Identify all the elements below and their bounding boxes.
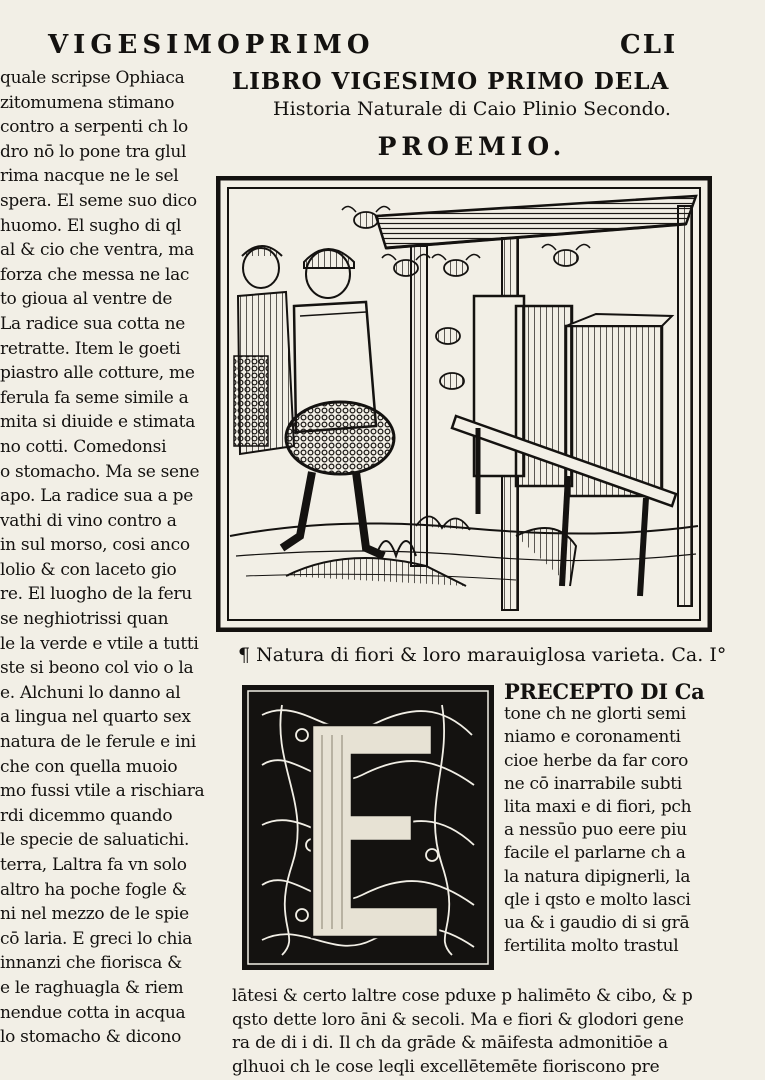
- text-line: contro a serpenti ch lo: [0, 117, 188, 138]
- text-line: ua & i gaudio di si grā: [504, 912, 690, 933]
- text-line: re. El luogho de la feru: [0, 584, 192, 605]
- book-subtitle: Historia Naturale di Caio Plinio Secondo.: [273, 98, 671, 120]
- text-line: ferula fa seme simile a: [0, 387, 189, 408]
- text-line: le la verde e vtile a tutti: [0, 633, 199, 654]
- text-line: terra, Laltra fa vn solo: [0, 855, 187, 875]
- text-line: nendue cotta in acqua: [0, 1002, 186, 1023]
- text-line: ra de di i di. Il ch da grāde & māifesta admonitiōe a: [232, 1033, 668, 1053]
- text-line: vathi di vino contro a: [0, 510, 177, 531]
- text-line: a lingua nel quarto sex: [0, 707, 191, 728]
- text-line: ste si beono col vio o la: [0, 658, 194, 679]
- proemio-heading: PROEMIO.: [377, 132, 567, 161]
- text-line: glhuoi ch le cose leqli excellētemēte fioriscono pre: [232, 1056, 660, 1077]
- text-line: cioe herbe da far coro: [504, 750, 689, 771]
- folio-number: CLI: [620, 30, 678, 60]
- text-line: mita si diuide e stimata: [0, 412, 196, 433]
- text-line: zitomumena stimano: [0, 92, 175, 113]
- text-line: e. Alchuni lo danno al: [0, 682, 181, 703]
- right-column-text: [504, 680, 716, 958]
- text-line: fertilita molto trastul: [504, 936, 679, 957]
- text-line: lolio & con laceto gio: [0, 559, 177, 580]
- text-line: mo fussi vtile a rischiara: [0, 781, 205, 802]
- text-line: innanzi che fiorisca &: [0, 953, 182, 974]
- text-line: in sul morso, cosi anco: [0, 535, 190, 556]
- decorated-initial: [242, 685, 494, 970]
- text-line: se neghiotrissi quan: [0, 609, 169, 630]
- text-line: apo. La radice sua a pe: [0, 486, 193, 507]
- text-line: lo stomacho & dicono: [0, 1027, 182, 1048]
- text-line: quale scripse Ophiaca: [0, 68, 185, 88]
- bottom-body-text: [232, 985, 732, 1079]
- text-line: a nessūo puo eere piu: [504, 820, 687, 841]
- text-line: lita maxi e di fiori, pch: [504, 796, 692, 817]
- text-line: al & cio che ventra, ma: [0, 240, 194, 261]
- text-line: La radice sua cotta ne: [0, 313, 185, 334]
- text-line: tone ch ne glorti semi: [504, 704, 686, 725]
- left-column-text: [0, 66, 212, 1050]
- text-line: natura de le ferule e ini: [0, 732, 196, 753]
- text-line: ne cō inarrabile subti: [504, 773, 682, 794]
- text-line: niamo e coronamenti: [504, 727, 681, 748]
- text-line: che con quella muoio: [0, 756, 178, 777]
- text-line: PRECEPTO DI Ca: [504, 680, 705, 704]
- text-line: o stomacho. Ma se sene: [0, 461, 200, 482]
- text-line: rdi dicemmo quando: [0, 805, 173, 826]
- text-line: cō laria. E greci lo chia: [0, 928, 193, 949]
- text-line: lātesi & certo laltre cose pduxe p halimēto & cibo, & p: [232, 986, 693, 1006]
- text-line: dro nō lo pone tra glul: [0, 141, 187, 162]
- text-line: ni nel mezzo de le spie: [0, 904, 189, 925]
- running-head: VIGESIMOPRIMO: [48, 30, 375, 60]
- text-line: facile el parlarne ch a: [504, 843, 686, 864]
- text-line: la natura dipignerli, la: [504, 866, 691, 887]
- text-line: qle i qsto e molto lasci: [504, 889, 691, 910]
- text-line: rima nacque ne le sel: [0, 166, 179, 187]
- text-line: no cotti. Comedonsi: [0, 436, 167, 457]
- chapter-heading: ¶ Natura di fiori & loro marauiglosa varieta. Ca. I°: [238, 644, 727, 666]
- text-line: spera. El seme suo dico: [0, 190, 197, 211]
- woodcut-illustration: [216, 176, 712, 632]
- text-line: altro ha poche fogle &: [0, 879, 187, 900]
- text-line: to gioua al ventre de: [0, 289, 173, 310]
- text-line: qsto dette loro āni & secoli. Ma e fiori & glodori gene: [232, 1009, 684, 1030]
- text-line: retratte. Item le goeti: [0, 338, 181, 359]
- text-line: forza che messa ne lac: [0, 264, 190, 285]
- text-line: huomo. El sugho di ql: [0, 215, 182, 236]
- text-line: piastro alle cotture, me: [0, 363, 195, 384]
- text-line: e le raghuagla & riem: [0, 977, 184, 998]
- book-title: LIBRO VIGESIMO PRIMO DELA: [232, 68, 670, 95]
- text-line: le specie de saluatichi.: [0, 830, 190, 851]
